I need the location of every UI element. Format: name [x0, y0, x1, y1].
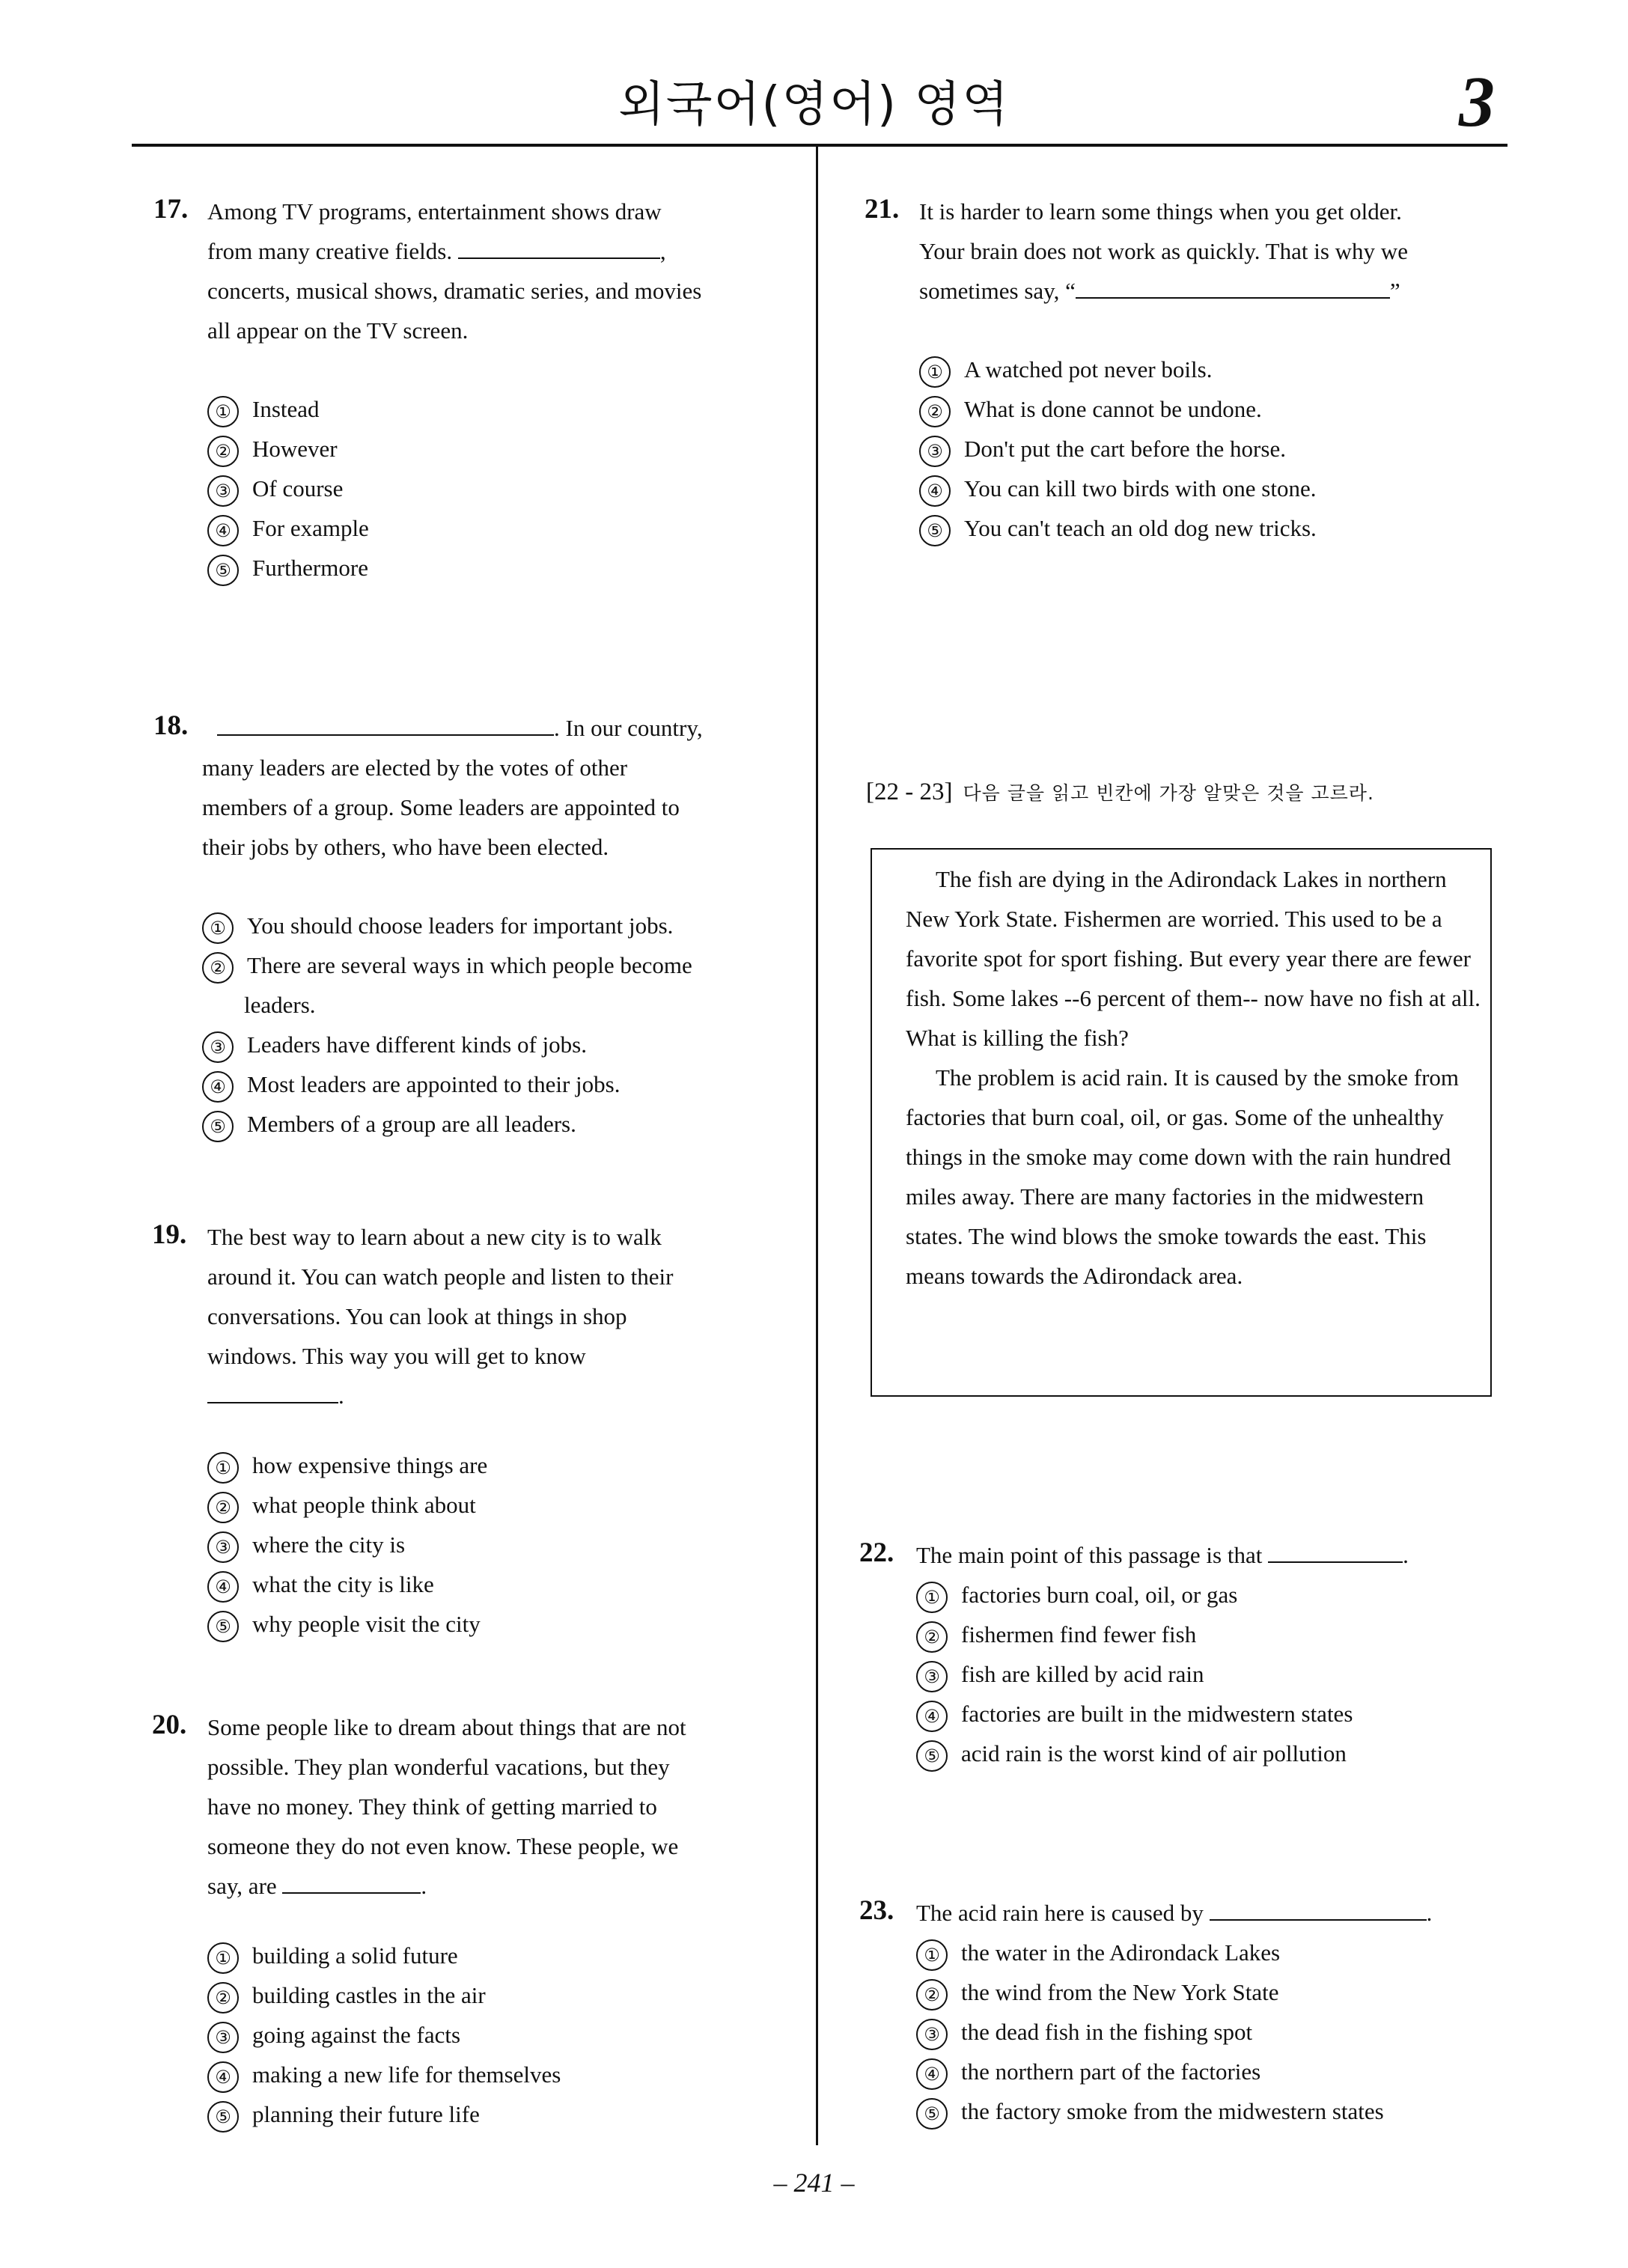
answer-blank: [1210, 1894, 1427, 1921]
option-1[interactable]: ① building a solid future: [207, 1936, 791, 1975]
option-marker: ③: [207, 2022, 239, 2053]
option-5[interactable]: ⑤ Furthermore: [207, 548, 791, 588]
question-22-line: The main point of this passage is that .: [916, 1535, 1507, 1575]
question-21: [919, 192, 1510, 548]
option-marker: ①: [916, 1582, 948, 1613]
option-marker: ⑤: [207, 1611, 239, 1642]
option-marker: ②: [916, 1621, 948, 1653]
option-2[interactable]: ② There are several ways in which people become: [202, 945, 793, 985]
option-3[interactable]: ③ where the city is: [207, 1525, 791, 1564]
question-20: [207, 1707, 791, 2134]
question-19-line: .: [207, 1376, 791, 1415]
option-3[interactable]: ③ Don't put the cart before the horse.: [919, 429, 1510, 469]
question-23-number: 23.: [859, 1895, 894, 1926]
answer-blank: [1076, 272, 1390, 299]
option-marker: ③: [916, 1661, 948, 1692]
question-17-line: concerts, musical shows, dramatic series, and movies: [207, 278, 702, 304]
question-21-line: sometimes say, “ ”: [919, 271, 1510, 311]
question-22-number: 22.: [859, 1537, 894, 1568]
option-marker: ④: [207, 2061, 239, 2093]
option-marker: ②: [207, 1492, 239, 1523]
option-1[interactable]: ① Instead: [207, 389, 791, 429]
option-marker: ③: [916, 2019, 948, 2050]
page-title: 외국어(영어) 영역: [618, 77, 1010, 132]
instruction-range: [22 - 23]: [866, 778, 953, 805]
option-2[interactable]: ② building castles in the air: [207, 1975, 791, 2015]
question-18-number: 18.: [153, 710, 189, 741]
option-3[interactable]: ③ Of course: [207, 469, 791, 508]
option-4[interactable]: ④ For example: [207, 508, 791, 548]
option-marker: ④: [207, 515, 239, 546]
question-21-number: 21.: [865, 194, 900, 225]
option-marker: ①: [207, 396, 239, 427]
option-marker: ③: [207, 475, 239, 507]
question-20-line: have no money. They think of getting married to: [207, 1793, 657, 1820]
option-3[interactable]: ③ the dead fish in the fishing spot: [916, 2012, 1507, 2052]
question-17: [207, 192, 791, 588]
passage-paragraph: The fish are dying in the Adirondack Lakes in northern New York State. Fishermen are worried. This used to be a favorite spot for sport fishing. But every year there are fewer fish. Some lakes --6 percent of them-- now have no fish at all. What is killing the fish?: [906, 866, 1481, 1051]
option-marker: ②: [916, 1979, 948, 2011]
option-marker: ①: [207, 1452, 239, 1484]
question-17-line: from many creative fields. ,: [207, 231, 791, 271]
question-20-line: Some people like to dream about things that are not: [207, 1714, 686, 1740]
option-marker: ⑤: [916, 1740, 948, 1772]
option-4[interactable]: ④ what the city is like: [207, 1564, 791, 1604]
option-marker: ①: [916, 1939, 948, 1971]
option-marker: ⑤: [202, 1111, 234, 1142]
option-2[interactable]: ② However: [207, 429, 791, 469]
option-marker: ②: [207, 436, 239, 467]
question-19-number: 19.: [152, 1219, 187, 1250]
page-footer-number: – 241 –: [773, 2168, 855, 2198]
question-21-line: It is harder to learn some things when you get older.: [919, 198, 1402, 225]
answer-blank: [282, 1867, 421, 1894]
option-marker: ④: [916, 2058, 948, 2090]
passage: [906, 859, 1482, 1296]
option-marker: ①: [919, 356, 951, 388]
option-marker: ①: [202, 912, 234, 944]
option-1[interactable]: ① how expensive things are: [207, 1445, 791, 1485]
question-19-line: windows. This way you will get to know: [207, 1343, 586, 1369]
question-17-line: Among TV programs, entertainment shows draw: [207, 198, 662, 225]
option-marker: ①: [207, 1942, 239, 1974]
option-marker: ②: [202, 952, 234, 984]
question-23-line: The acid rain here is caused by .: [916, 1893, 1507, 1933]
question-19-line: conversations. You can look at things in shop: [207, 1303, 627, 1329]
passage-paragraph: The problem is acid rain. It is caused by the smoke from factories that burn coal, oil, or gas. Some of the unhealthy things in the smoke may come down with the rain hundred miles away. There are many factories in the midwestern states. The wind blows the smoke towards the east. This means towards the Adirondack area.: [906, 1064, 1460, 1289]
question-19: [207, 1217, 791, 1644]
question-17-number: 17.: [153, 194, 189, 225]
option-2[interactable]: ② fishermen find fewer fish: [916, 1615, 1507, 1654]
option-3[interactable]: ③ going against the facts: [207, 2015, 791, 2055]
option-marker: ③: [207, 1531, 239, 1563]
section-instruction: [866, 778, 1374, 806]
question-17-line: all appear on the TV screen.: [207, 317, 469, 344]
option-2-continued: leaders.: [244, 992, 316, 1018]
option-2[interactable]: ② the wind from the New York State: [916, 1972, 1507, 2012]
question-18-line: . In our country,: [202, 708, 793, 748]
page-number: 3: [1459, 61, 1495, 141]
column-divider: [816, 147, 818, 2145]
option-1[interactable]: ① factories burn coal, oil, or gas: [916, 1575, 1507, 1615]
option-marker: ④: [919, 475, 951, 507]
question-18: [202, 708, 793, 1144]
option-marker: ④: [916, 1701, 948, 1732]
question-21-line: Your brain does not work as quickly. That is why we: [919, 238, 1408, 264]
option-marker: ⑤: [207, 2101, 239, 2133]
option-marker: ⑤: [207, 555, 239, 586]
option-1[interactable]: ① You should choose leaders for important jobs.: [202, 906, 793, 945]
question-20-line: someone they do not even know. These people, we: [207, 1833, 679, 1859]
option-5[interactable]: ⑤ the factory smoke from the midwestern states: [916, 2091, 1507, 2131]
question-20-line: say, are .: [207, 1866, 791, 1906]
option-marker: ⑤: [916, 2098, 948, 2130]
question-18-line: many leaders are elected by the votes of other: [202, 755, 628, 781]
option-3[interactable]: ③ Leaders have different kinds of jobs.: [202, 1025, 793, 1064]
answer-blank: [217, 709, 554, 736]
answer-blank: [458, 232, 660, 259]
question-20-line: possible. They plan wonderful vacations, but they: [207, 1754, 670, 1780]
question-18-line: members of a group. Some leaders are appointed to: [202, 794, 680, 820]
option-4[interactable]: ④ Most leaders are appointed to their jobs.: [202, 1064, 793, 1104]
option-5[interactable]: ⑤ why people visit the city: [207, 1604, 791, 1644]
option-marker: ②: [207, 1982, 239, 2014]
option-4[interactable]: ④ You can kill two birds with one stone.: [919, 469, 1510, 508]
option-marker: ②: [919, 396, 951, 427]
question-22: [916, 1535, 1507, 1773]
option-3[interactable]: ③ fish are killed by acid rain: [916, 1654, 1507, 1694]
option-4[interactable]: ④ the northern part of the factories: [916, 2052, 1507, 2091]
option-2[interactable]: ② what people think about: [207, 1485, 791, 1525]
option-1[interactable]: ① A watched pot never boils.: [919, 350, 1510, 389]
option-marker: ③: [202, 1031, 234, 1063]
option-marker: ④: [207, 1571, 239, 1603]
question-19-line: The best way to learn about a new city is to walk: [207, 1224, 662, 1250]
option-marker: ④: [202, 1071, 234, 1103]
answer-blank: [1268, 1536, 1403, 1563]
question-19-line: around it. You can watch people and listen to their: [207, 1263, 674, 1290]
option-2[interactable]: ② What is done cannot be undone.: [919, 389, 1510, 429]
question-23: [916, 1893, 1507, 2131]
option-5[interactable]: ⑤ Members of a group are all leaders.: [202, 1104, 793, 1144]
answer-blank: [207, 1377, 338, 1403]
option-5[interactable]: ⑤ You can't teach an old dog new tricks.: [919, 508, 1510, 548]
question-18-line: their jobs by others, who have been elected.: [202, 834, 609, 860]
instruction-text: 다음 글을 읽고 빈칸에 가장 알맞은 것을 고르라.: [963, 782, 1374, 804]
option-1[interactable]: ① the water in the Adirondack Lakes: [916, 1933, 1507, 1972]
option-marker: ③: [919, 436, 951, 467]
option-marker: ⑤: [919, 515, 951, 546]
option-4[interactable]: ④ making a new life for themselves: [207, 2055, 791, 2094]
option-5[interactable]: ⑤ acid rain is the worst kind of air pollution: [916, 1734, 1507, 1773]
option-4[interactable]: ④ factories are built in the midwestern states: [916, 1694, 1507, 1734]
question-20-number: 20.: [152, 1710, 187, 1740]
option-5[interactable]: ⑤ planning their future life: [207, 2094, 791, 2134]
header-rule: [132, 144, 1507, 147]
